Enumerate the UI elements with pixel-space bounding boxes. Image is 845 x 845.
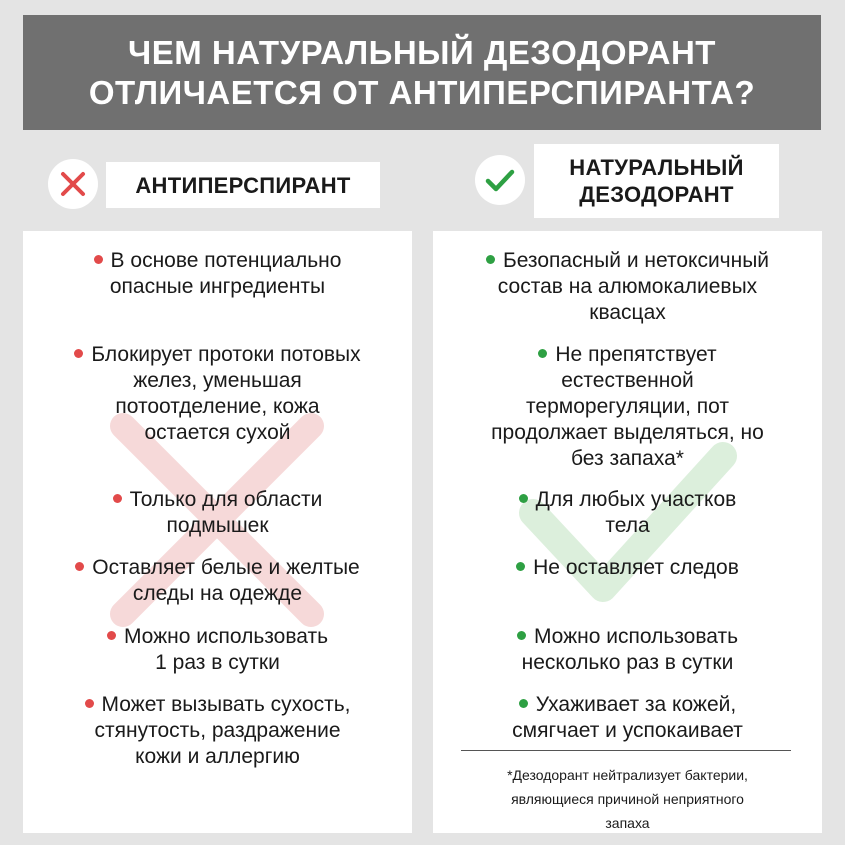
- antiperspirant-panel: [23, 231, 412, 833]
- cross-icon: [48, 159, 98, 209]
- antiperspirant-label: АНТИПЕРСПИРАНТ: [106, 162, 380, 208]
- right-list-item: [443, 248, 812, 326]
- bullet-dot-icon: [486, 255, 495, 264]
- bullet-dot-icon: [74, 349, 83, 358]
- left-list-item: [33, 248, 402, 300]
- item-text-line: Безопасный и нетоксичный: [443, 248, 812, 274]
- item-text-line: естественной: [561, 369, 694, 392]
- bullet-dot-icon: [519, 699, 528, 708]
- item-text-line: квасцах: [589, 301, 666, 324]
- left-list-item: [33, 342, 402, 446]
- left-list-item: [33, 692, 402, 770]
- footnote-line: являющиеся причиной неприятного: [511, 791, 744, 807]
- footnote-line: запаха: [605, 815, 650, 831]
- item-text-line: кожи и аллергию: [135, 745, 300, 768]
- item-text-line: несколько раз в сутки: [521, 651, 734, 674]
- item-text-line: Может вызывать сухость,: [33, 692, 402, 718]
- item-text-line: Для любых участков: [443, 487, 812, 513]
- item-text-line: тела: [605, 514, 650, 537]
- check-icon: [475, 155, 525, 205]
- right-list-item: [443, 342, 812, 472]
- right-list-item: [443, 692, 812, 744]
- item-text-line: Ухаживает за кожей,: [443, 692, 812, 718]
- footnote: [443, 763, 812, 833]
- item-text-line: желез, уменьшая: [133, 369, 302, 392]
- bullet-dot-icon: [517, 631, 526, 640]
- right-list-item: [443, 487, 812, 539]
- item-text-line: следы на одежде: [132, 582, 303, 605]
- left-list-item: [33, 624, 402, 676]
- bullet-dot-icon: [94, 255, 103, 264]
- item-text-line: без запаха*: [571, 447, 684, 470]
- item-text-line: стянутость, раздражение: [94, 719, 341, 742]
- footnote-divider: [461, 750, 791, 751]
- item-text-line: Не оставляет следов: [443, 555, 812, 581]
- item-text-line: Можно использовать: [33, 624, 402, 650]
- right-list-item: [443, 624, 812, 676]
- item-text-line: продолжает выделяться, но: [491, 421, 764, 444]
- item-text-line: смягчает и успокаивает: [512, 719, 743, 742]
- bullet-dot-icon: [85, 699, 94, 708]
- item-text-line: остается сухой: [144, 421, 291, 444]
- item-text-line: Оставляет белые и желтые: [33, 555, 402, 581]
- item-text-line: Только для области: [33, 487, 402, 513]
- bullet-dot-icon: [538, 349, 547, 358]
- item-text-line: подмышек: [166, 514, 269, 537]
- item-text-line: 1 раз в сутки: [155, 651, 280, 674]
- bullet-dot-icon: [113, 494, 122, 503]
- bullet-dot-icon: [75, 562, 84, 571]
- bullet-dot-icon: [519, 494, 528, 503]
- item-text-line: потоотделение, кожа: [115, 395, 320, 418]
- item-text-line: Блокирует протоки потовых: [33, 342, 402, 368]
- item-text-line: состав на алюмокалиевых: [497, 275, 758, 298]
- title-banner: [23, 15, 821, 130]
- item-text-line: В основе потенциально: [33, 248, 402, 274]
- left-list-item: [33, 487, 402, 539]
- item-text-line: Не препятствует: [443, 342, 812, 368]
- title-line-1: ЧЕМ НАТУРАЛЬНЫЙ ДЕЗОДОРАНТ: [128, 33, 716, 71]
- natural-deodorant-label: НАТУРАЛЬНЫЙ ДЕЗОДОРАНТ: [534, 144, 779, 218]
- left-list-item: [33, 555, 402, 607]
- item-text-line: Можно использовать: [443, 624, 812, 650]
- footnote-line: *Дезодорант нейтрализует бактерии,: [507, 767, 748, 783]
- bullet-dot-icon: [107, 631, 116, 640]
- natural-deodorant-panel: [433, 231, 822, 833]
- right-list-item: [443, 555, 812, 581]
- title-line-2: ОТЛИЧАЕТСЯ ОТ АНТИПЕРСПИРАНТА?: [88, 73, 756, 111]
- item-text-line: терморегуляции, пот: [526, 395, 729, 418]
- bullet-dot-icon: [516, 562, 525, 571]
- item-text-line: опасные ингредиенты: [109, 275, 326, 298]
